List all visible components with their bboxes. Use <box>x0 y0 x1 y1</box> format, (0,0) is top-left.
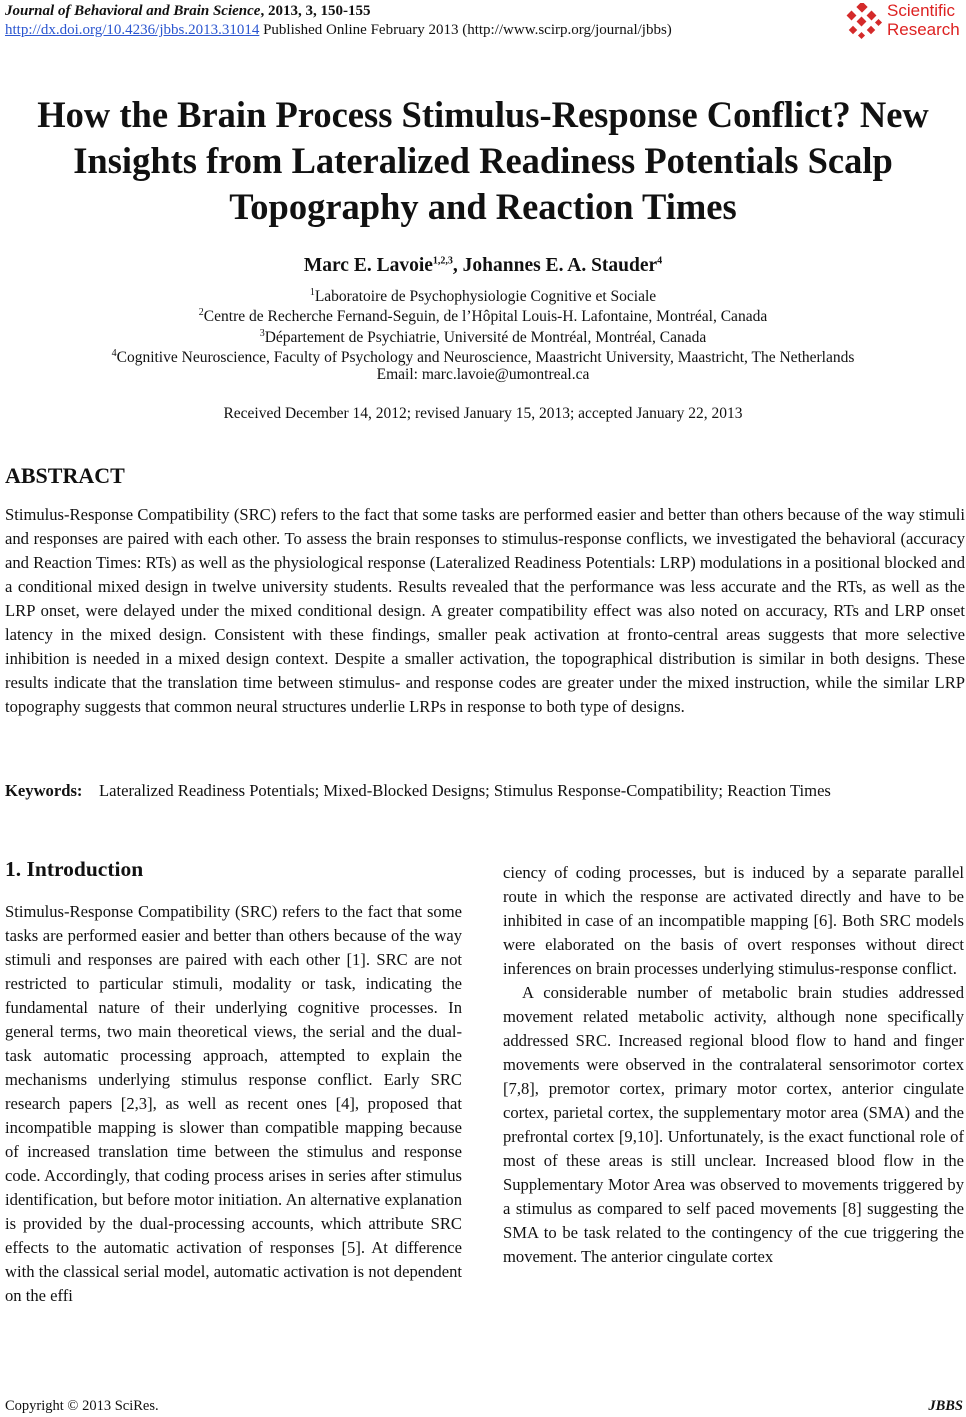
author-1-affil: 1,2,3 <box>432 255 453 267</box>
author-2: Johannes E. A. Stauder <box>462 255 658 276</box>
paragraph: ciency of coding processes, but is induced by a separate parallel route in which the response are activated directly and have to be inhibited in case of an incompatible mapping [6]. Both SRC models were elaborated on the basis of overt responses without direct inferences on brain processes underlying stimulus-response conflict. <box>503 863 964 978</box>
author-separator: , <box>452 255 463 276</box>
footer-journal-abbr: JBBS <box>928 1398 963 1414</box>
logo-text <box>887 1 960 39</box>
author-1: Marc E. Lavoie <box>303 255 433 276</box>
keywords-text: Lateralized Readiness Potentials; Mixed-Blocked Designs; Stimulus Response-Compatibility; Reaction Times <box>99 781 831 800</box>
logo-line-2: Research <box>887 20 960 39</box>
affiliation-text: Cognitive Neuroscience, Faculty of Psychology and Neuroscience, Maastricht University, Maastricht, The Netherlands <box>116 349 855 367</box>
affiliation-text: Centre de Recherche Fernand-Seguin, de l’Hôpital Louis-H. Lafontaine, Montréal, Canada <box>203 308 768 326</box>
affiliation-text: Laboratoire de Psychophysiologie Cognitive et Sociale <box>314 288 657 306</box>
paragraph: A considerable number of metabolic brain studies addressed movement related metabolic activity, although none specifically addressed SRC. Increased regional blood flow to hand and finger movements were observed in the contralateral sensorimotor cortex [7,8], premotor cortex, primary motor cortex, anterior cingulate cortex, parietal cortex, the supplementary motor area (SMA) and the prefrontal cortex [9,10]. Unfortunately, is the exact functional role of most of these areas is still unclear. Increased blood flow in the Supplementary Motor Area was observed to movements triggered by a stimulus as compared to self paced movements [8] suggesting the SMA to be task related to the contingency of the cue triggering the movement. The anterior cingulate cortex <box>503 983 964 1266</box>
doi-link[interactable]: http://dx.doi.org/10.4236/jbbs.2013.31014 <box>5 22 260 38</box>
author-list <box>0 255 966 277</box>
author-2-affil: 4 <box>657 255 663 267</box>
paragraph: Stimulus-Response Compatibility (SRC) refers to the fact that some tasks are performed easier and better than others because of the way stimuli and responses are paired with each other [1]. SRC are not restricted to particular stimuli, modality or task, indicating the fundamental nature of their underlying cognitive processes. In general terms, two main theoretical views, the serial and the dual-task automatic processing approach, attempted to explain the mechanisms underlying stimulus response conflict. Early SRC research papers [2,3], as well as recent ones [4], proposed that incompatible mapping is slower than compatible mapping because of increased translation time between the stimulus and response code. Accordingly, that coding process arises in series after stimulus identification, but before motor initiation. An alternative explanation is provided by the dual-processing accounts, which attribute SRC effects to the automatic activation of responses [5]. At difference with the classical serial model, automatic activation is not dependent on the effi <box>5 902 462 1305</box>
journal-name: Journal of Behavioral and Brain Science <box>5 3 261 19</box>
doi-line <box>5 21 672 40</box>
running-header <box>5 2 672 40</box>
footer-copyright: Copyright © 2013 SciRes. <box>5 1398 159 1414</box>
affiliation-marker: 4 <box>111 348 117 359</box>
affiliation-marker: 3 <box>259 328 265 339</box>
right-column <box>503 861 964 1269</box>
journal-citation <box>5 2 672 21</box>
affiliation-text: Département de Psychiatrie, Université de Montréal, Montréal, Canada <box>264 329 707 347</box>
volume-pages: , 2013, 3, 150-155 <box>260 3 371 19</box>
published-online: Published Online February 2013 (http://www.scirp.org/journal/jbbs) <box>259 22 672 38</box>
left-column <box>5 900 462 1308</box>
abstract-body: Stimulus-Response Compatibility (SRC) refers to the fact that some tasks are performed easier and better than others because of the way stimuli and responses are paired with each other. To assess the brain responses to stimulus-response conflicts, we investigated the behavioral (accuracy and Reaction Times: RTs) as well as the physiological response (Lateralized Readiness Potentials: LRP) modulations in a positional blocked and a conditional mixed design in twelve university students. Results revealed that the performance was less accurate and the RTs, as well as the LRP onset, were delayed under the mixed conditional design. A greater compatibility effect was also noted on accuracy, RTs and LRP onset latency in the mixed design. Consistent with these findings, smaller peak activation at fronto-central areas suggests that more selective inhibition is needed in a mixed design context. Despite a smaller activation, the topographical distribution is similar in both designs. These results indicate that the translation time between stimulus- and response codes are greater under the mixed instruction, while the similar LRP topography suggests that common neural structures underlie LRPs in response to both type of designs. <box>5 505 965 716</box>
scientific-research-logo <box>844 1 964 43</box>
section-heading-introduction: 1. Introduction <box>5 857 144 881</box>
keywords <box>5 779 965 803</box>
logo-mark-icon <box>844 3 884 41</box>
affiliation-marker: 2 <box>198 307 204 318</box>
keywords-label: Keywords: <box>5 781 83 800</box>
abstract-heading: ABSTRACT <box>5 463 125 488</box>
paper-title: How the Brain Process Stimulus-Response Conflict? New Insights from Lateralized Readiness Potentials Scalp Topography and Reaction Times <box>37 94 929 227</box>
author-email: Email: marc.lavoie@umontreal.ca <box>376 366 590 383</box>
logo-line-1: Scientific <box>887 1 956 20</box>
affiliation-marker: 1 <box>309 287 315 298</box>
received-dates: Received December 14, 2012; revised January 15, 2013; accepted January 22, 2013 <box>223 405 743 422</box>
